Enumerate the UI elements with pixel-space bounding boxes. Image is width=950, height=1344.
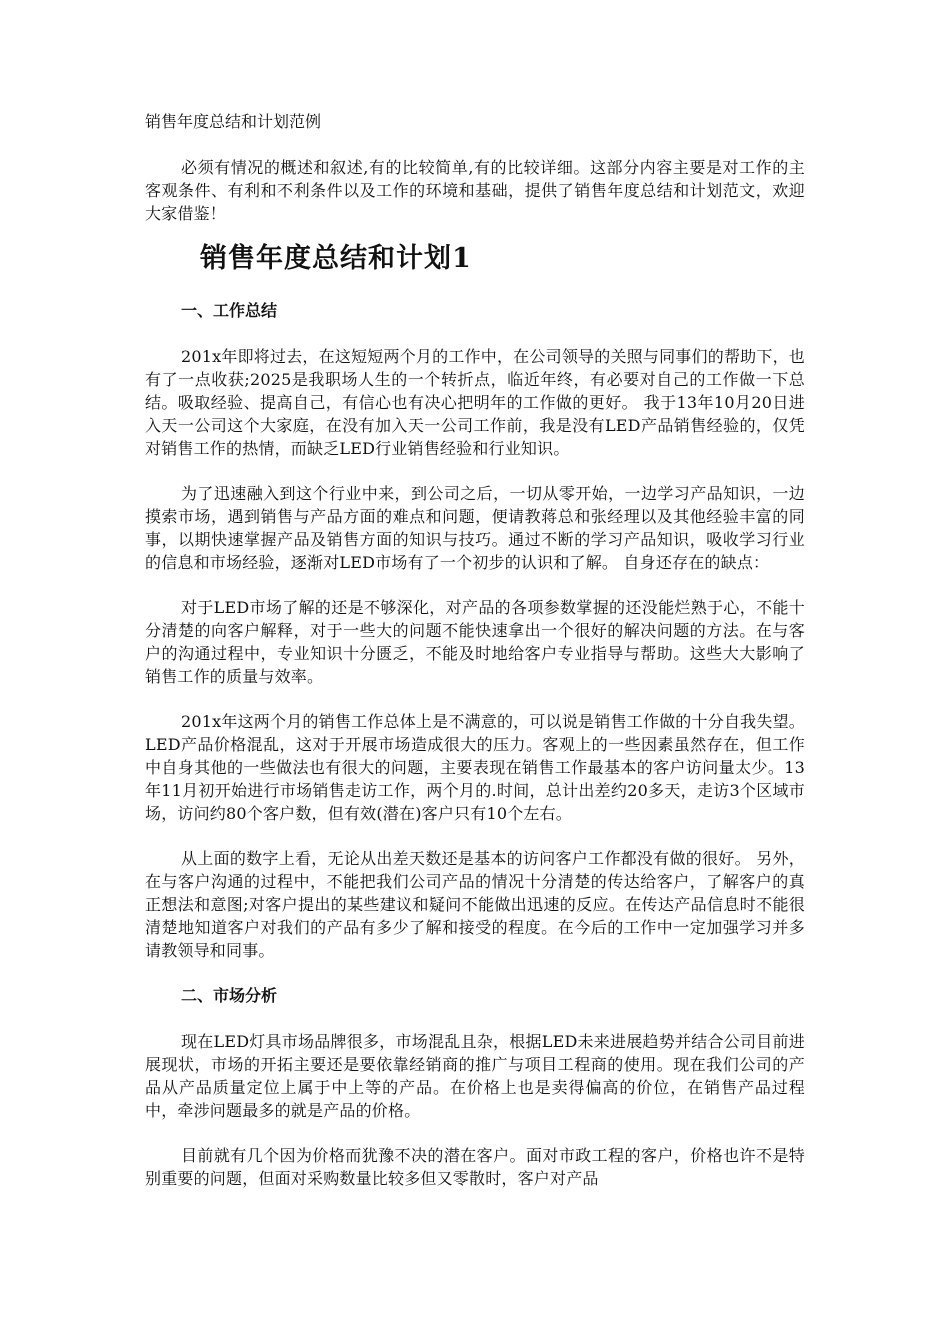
part1-heading: 一、工作总结 [181, 301, 278, 320]
paragraph: 201x年即将过去，在这短短两个月的工作中，在公司领导的关照与同事们的帮助下，也有了一点收获;2025是我职场人生的一个转折点，临近年终，有必要对自己的工作做一下总结。吸取经验、提高自己，有信心也有决心把明年的工作做的更好。 我于13年10月20日进入天一公司这个大家庭，在没有加入天一公司工作前，我是没有LED产品销售经验的，仅凭对销售工作的热情，而缺乏LED行业销售经验和行业知识。 [145, 347, 805, 458]
document-page [145, 110, 805, 1190]
paragraph: 对于LED市场了解的还是不够深化，对产品的各项参数掌握的还没能烂熟于心，不能十分清楚的向客户解释，对于一些大的问题不能快速拿出一个很好的解决问题的方法。在与客户的沟通过程中，专业知识十分匮乏，不能及时地给客户专业指导与帮助。这些大大影响了销售工作的质量与效率。 [145, 598, 805, 686]
spacer [145, 825, 805, 847]
paragraph: 为了迅速融入到这个行业中来，到公司之后，一切从零开始，一边学习产品知识，一边摸索市场，遇到销售与产品方面的难点和问题，便请教蒋总和张经理以及其他经验丰富的同事，以期快速掌握产品及销售方面的知识与技巧。通过不断的学习产品知识，吸收学习行业的信息和市场经验，逐渐对LED市场有了一个初步的认识和了解。 自身还存在的缺点： [145, 484, 805, 572]
document-title: 销售年度总结和计划范例 [145, 112, 322, 131]
spacer [145, 962, 805, 984]
spacer [145, 574, 805, 596]
intro-paragraph: 必须有情况的概述和叙述,有的比较简单,有的比较详细。这部分内容主要是对工作的主客观条件、有利和不利条件以及工作的环境和基础，提供了销售年度总结和计划范文，欢迎大家借鉴！ [145, 158, 805, 223]
section-title: 销售年度总结和计划1 [200, 243, 472, 274]
spacer [145, 688, 805, 710]
spacer [145, 460, 805, 482]
paragraph: 从上面的数字上看，无论从出差天数还是基本的访问客户工作都没有做的很好。 另外，在与客户沟通的过程中，不能把我们公司产品的情况十分清楚的传达给客户，了解客户的真正想法和意图;对客户提出的某些建议和疑问不能做出迅速的反应。在传达产品信息时不能很清楚地知道客户对我们的产品有多少了解和接受的程度。在今后的工作中一定加强学习并多请教领导和同事。 [145, 849, 805, 960]
paragraph: 现在LED灯具市场品牌很多，市场混乱且杂，根据LED未来进展趋势并结合公司目前进展现状，市场的开拓主要还是要依靠经销商的推广与项目工程商的使用。现在我们公司的产品从产品质量定位上属于中上等的产品。在价格上也是卖得偏高的价位，在销售产品过程中，牵涉问题最多的就是产品的价格。 [145, 1032, 805, 1120]
spacer [145, 1122, 805, 1144]
paragraph: 201x年这两个月的销售工作总体上是不满意的，可以说是销售工作做的十分自我失望。LED产品价格混乱，这对于开展市场造成很大的压力。客观上的一些因素虽然存在，但工作中自身其他的一些做法也有很大的问题，主要表现在销售工作最基本的客户访问量太少。13年11月初开始进行市场销售走访工作，两个月的.时间，总计出差约20多天，走访3个区域市场，访问约80个客户数，但有效(潜在)客户只有10个左右。 [145, 712, 805, 823]
paragraph: 目前就有几个因为价格而犹豫不决的潜在客户。面对市政工程的客户，价格也许不是特别重要的问题，但面对采购数量比较多但又零散时，客户对产品 [145, 1146, 805, 1188]
part2-heading: 二、市场分析 [181, 986, 278, 1005]
